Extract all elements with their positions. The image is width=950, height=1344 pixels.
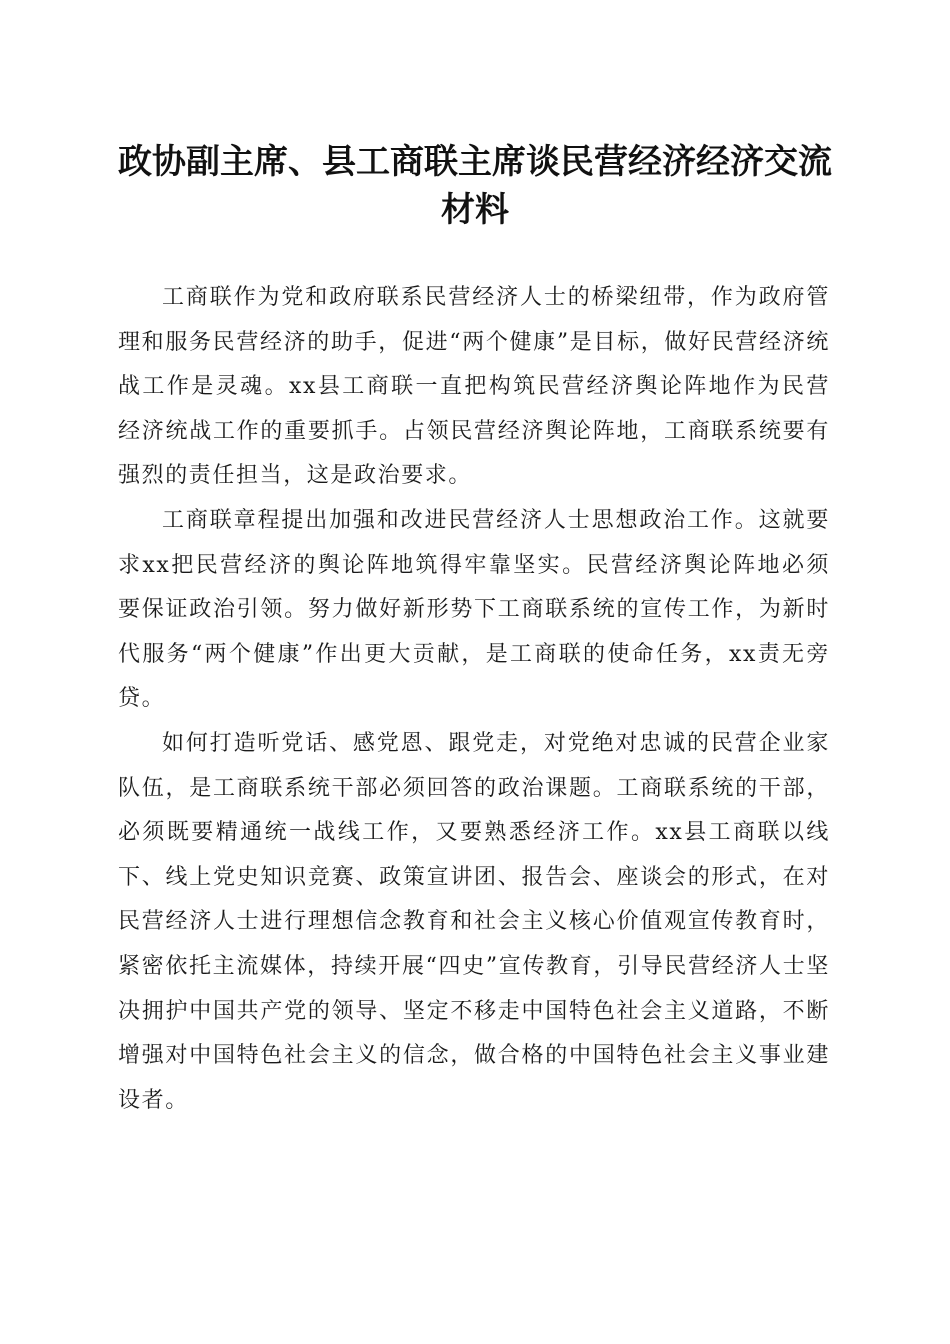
- document-title: 政协副主席、县工商联主席谈民营经济经济交流材料: [118, 142, 832, 230]
- paragraph-3: 如何打造听党话、感党恩、跟党走，对党绝对忠诚的民营企业家队伍，是工商联系统干部必须回答的政治课题。工商联系统的干部，必须既要精通统一战线工作，又要熟悉经济工作。xx县工商联以线下、线上党史知识竞赛、政策宣讲团、报告会、座谈会的形式，在对民营经济人士进行理想信念教育和社会主义核心价值观宣传教育时，紧密依托主流媒体，持续开展“四史”宣传教育，引导民营经济人士坚决拥护中国共产党的领导、坚定不移走中国特色社会主义道路，不断增强对中国特色社会主义的信念，做合格的中国特色社会主义事业建设者。: [118, 730, 830, 1113]
- paragraph-2: 工商联章程提出加强和改进民营经济人士思想政治工作。这就要求xx把民营经济的舆论阵地筑得牢靠坚实。民营经济舆论阵地必须要保证政治引领。努力做好新形势下工商联系统的宣传工作，为新时代服务“两个健康”作出更大贡献，是工商联的使命任务，xx责无旁贷。: [118, 507, 830, 712]
- document-body: [118, 276, 830, 1123]
- paragraph-1: 工商联作为党和政府联系民营经济人士的桥梁纽带，作为政府管理和服务民营经济的助手，促进“两个健康”是目标，做好民营经济统战工作是灵魂。xx县工商联一直把构筑民营经济舆论阵地作为民营经济统战工作的重要抓手。占领民营经济舆论阵地，工商联系统要有强烈的责任担当，这是政治要求。: [118, 285, 830, 489]
